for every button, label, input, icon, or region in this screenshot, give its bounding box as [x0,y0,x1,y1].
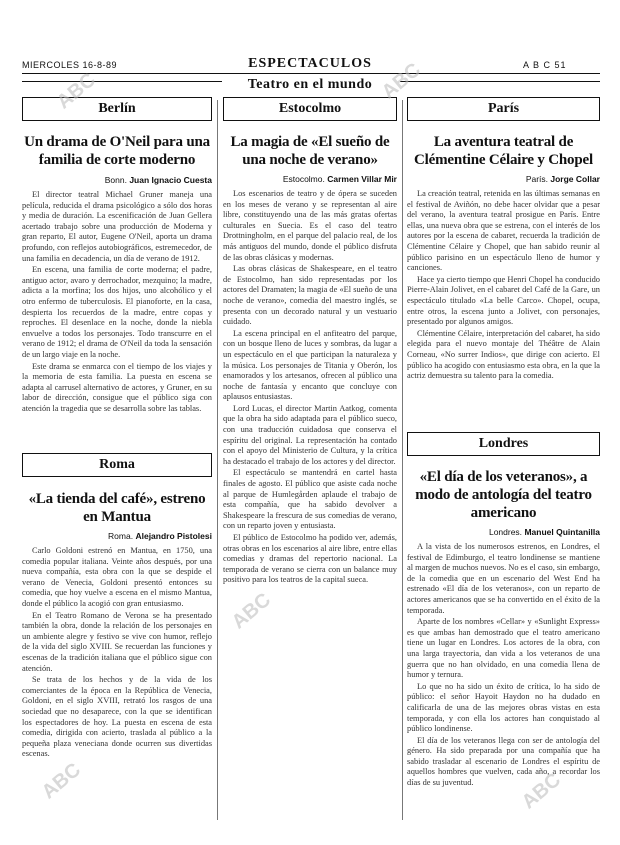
berlin-paragraph: Este drama se enmarca con el tiempo de los viajes y la memoria de esta familia. La puesta en escena se adapta al carrusel alternativo de actores, y Gruner, en su labor de dirección, consigue que el público siga con atención la tragedia que se desarrolla sobre las tablas. [22,361,212,413]
estocolmo-paragraph: Los escenarios de teatro y de ópera se suceden en los meses de verano y se representan al aire libre, constituyendo una de las más gratas ofertas culturales en Suecia. Es el caso del teatro Drottningholm, en el parque del palacio real, de los más antiguos del mundo, donde el público disfruta de las obras clásicas y modernas. [223,189,397,262]
column-divider-1 [217,100,218,820]
paris-paragraph: La creación teatral, retenida en las últimas semanas en el festival de Aviñón, no debe hacer olvidar que a pesar del verano, la aventura teatral prosigue en París. Entre ellas, una nueva obra que se estrena, con el interés de los autores por la escena de cabaret, recuerda la tradición de Clémentine Célaire y Chopel, que han sabido reunir al público parisino en un espectáculo lleno de humor y canciones. [407,189,600,273]
berlin-byline-author: Juan Ignacio Cuesta [129,175,212,185]
estocolmo-byline-author: Carmen Villar Mir [327,174,397,184]
estocolmo-body [223,189,397,586]
header-rule [22,73,600,74]
roma-city-box: Roma [22,453,212,477]
estocolmo-byline-prefix: Estocolmo. [282,174,325,184]
londres-headline: «El día de los veteranos», a modo de antología del teatro americano [415,469,592,521]
paris-article [407,97,600,383]
berlin-byline-prefix: Bonn. [104,175,127,185]
londres-paragraph: El día de los veteranos llega con ser de antología del género. Ha sido preparada por una compañía que ha sabido trasladar al escenario de Londres el espíritu de aquellos hombres que vuelven, cada año, a recordar los días de su juventud. [407,735,600,788]
berlin-byline [22,175,212,185]
roma-article [22,453,212,761]
roma-paragraph: Carlo Goldoni estrenó en Mantua, en 1750, una comedia popular italiana. Veinte años después, por una nueva compañía, esta obra con la que se despide el verano de Venecia, Goldoni presentó entonces su comedia, que hoy vuelve a escena en el mismo Mantua, donde el público la acogió con gran entusiasmo. [22,546,212,608]
londres-byline-prefix: Londres. [488,527,523,537]
watermark-logo: ABC [227,588,276,634]
berlin-paragraph: El director teatral Michael Gruner maneja una película, reducida el drama psicológico a sólo dos horas y media de duración. La escenificación de Juan Gellera acertado trabajo sobre una producción de Moderna y gran reparto, El autor, Eugene O'Neil, aporta un drama profundo, con reflejos autobiográficos, estremecedor, de una familia en decadencia, un día de verano de 1912. [22,190,212,263]
watermark-logo: ABC [517,768,566,814]
paris-paragraph: Clémentine Célaire, interpretación del cabaret, ha sido elegida para el nuevo montaje del Théâtre de Alain Corneau, «No surrer Indios», que dirige con acierto. El público ha acogido con entusiasmo esta obra, en la que la actriz demuestra su talento para la comedia. [407,328,600,381]
watermark-logo: ABC [37,758,86,804]
main-title: Teatro en el mundo [247,77,373,92]
title-rule-left [22,81,222,82]
paris-byline [407,174,600,184]
estocolmo-article [223,97,397,587]
column-divider-2 [402,100,403,820]
title-rule-right [400,81,600,82]
paris-body [407,189,600,382]
londres-paragraph: Lo que no ha sido un éxito de crítica, lo ha sido de público: el señor Hayoit Haydon no ha dudado en calificarla de una de las mejores obras vistas en esta temporada, y con ella los actores han conquistado al público londinense. [407,681,600,734]
berlin-headline: Un drama de O'Neil para una familia de corte moderno [24,134,210,168]
header-date: MIERCOLES 16-8-89 [22,60,118,70]
estocolmo-paragraph: El espectáculo se mantendrá en cartel hasta finales de agosto. El público que asiste cada noche al parque de Humlegården aplaude el trabajo de esta compañía, que ha sabido devolver a Shakespeare la frescura de sus comedias de verano, con un reparto joven y entusiasta. [223,468,397,531]
roma-paragraph: En el Teatro Romano de Verona se ha presentado también la obra, donde la relación de los personajes en un ambiente alegre y festivo se vive con humor, reflejo de la vida del siglo XVIII. Se recuerdan las funciones y escenas de la tradición italiana que el público sigue con atención. [22,610,212,673]
section-title: ESPECTACULOS [248,56,372,71]
paris-headline: La aventura teatral de Clémentine Célaire y Chopel [414,134,593,168]
paris-byline-prefix: París. [525,174,549,184]
londres-city-box: Londres [407,432,600,456]
roma-byline [22,531,212,541]
berlin-city-box: Berlín [22,97,212,121]
roma-headline: «La tienda del café», estreno en Mantua [28,491,206,525]
roma-body [22,546,212,760]
berlin-article [22,97,212,415]
roma-byline-author: Alejandro Pistolesi [135,531,212,541]
londres-paragraph: Aparte de los nombres «Cellar» y «Sunlight Express» es que ambas han demostrado que el teatro americano tiene un lugar en Londres. Los actores de la obra, con una larga trayectoria, dan vida a los veteranos de una guerra que no han olvidado, en una comedia llena de humor y ternura. [407,617,600,680]
page-number: A B C 51 [523,60,567,70]
berlin-paragraph: En escena, una familia de corte moderna; el padre, antiguo actor, avaro y derrochador, mezquino; la madre, adicta a la morfina; los dos hijos, uno alcohólico y el otro enfermo de tuberculosis. El pianoforte, en la casa, despierta los recuerdos de la madre, entre copas y reproches. El desenlace en la noche, donde la niebla envuelve a todos los personajes. Todo transcurre en el verano de 1912; el drama de O'Neil da toda la sensación de un largo viaje en la noche. [22,265,212,359]
watermark-logo: ABC [377,58,426,104]
berlin-body [22,190,212,414]
paris-byline-author: Jorge Collar [550,174,600,184]
estocolmo-byline [223,174,397,184]
estocolmo-paragraph: Lord Lucas, el director Martin Aatkog, comenta que la obra ha sido adaptada para el público sueco, con una traducción cuidadosa que conserva el espíritu del original. La representación ha contado con el apoyo del Ministerio de Cultura, y la crítica ha destacado el trabajo de los actores y del director. [223,403,397,466]
roma-paragraph: Se trata de los hechos y de la vida de los comerciantes de la época en la República de Venecia, Goldoni, en el siglo XVIII, retrató los rasgos de una sociedad que no desaparece, con la que se identifican los espectadores de hoy. La puesta en escena de esta comedia, dirigida con acierto, traslada al público a la pequeña plaza veneciana donde ocurren sus divertidas escenas. [22,675,212,759]
estocolmo-headline: La magia de «El sueño de una noche de verano» [230,134,390,168]
estocolmo-paragraph: El público de Estocolmo ha podido ver, además, otras obras en los escenarios al aire libre, entre ellas comedias y dramas del repertorio nacional. La temporada de verano se cierra con un balance muy positivo para los teatros de la capital sueca. [223,533,397,585]
londres-body [407,542,600,789]
londres-article [407,432,600,790]
watermark-logo: ABC [52,68,101,114]
roma-byline-prefix: Roma. [108,531,134,541]
londres-byline [407,527,600,537]
londres-byline-author: Manuel Quintanilla [524,527,600,537]
estocolmo-paragraph: Las obras clásicas de Shakespeare, en el teatro de Estocolmo, han sido representadas por los actores del Dramaten; la magia de «El sueño de una noche de verano», comedia del maestro inglés, se presenta con un decorado natural y un vestuario cuidado. [223,264,397,327]
paris-city-box: París [407,97,600,121]
londres-paragraph: A la vista de los numerosos estrenos, en Londres, el festival de Edimburgo, el teatro londinense se mantiene al margen de muchos nuevos. No es el caso, sin embargo, de la comedia que en un escenario del West End ha estrenado «El día de los veteranos», con un reparto de actores americanos que se ha convertido en el éxito de la temporada. [407,542,600,615]
estocolmo-city-box: Estocolmo [223,97,397,121]
paris-paragraph: Hace ya cierto tiempo que Henri Chopel ha conducido Pierre-Alain Jolivet, en el cabaret del Café de la Gare, un espectáculo titulado «La belle Carco». Chopel, ocupa, entre otros, la escena junto a Jolivet, con personajes, presentado por algunos amigos. [407,274,600,327]
estocolmo-paragraph: La escena principal en el anfiteatro del parque, con un bosque lleno de luces y sombras, da lugar a un espectáculo en el que participan la naturaleza y la música. Los personajes de Titania y Oberón, los enamorados y los artesanos, ofrecen al público una noche de fantasía y encanto que concluye con aplausos entusiastas. [223,328,397,402]
